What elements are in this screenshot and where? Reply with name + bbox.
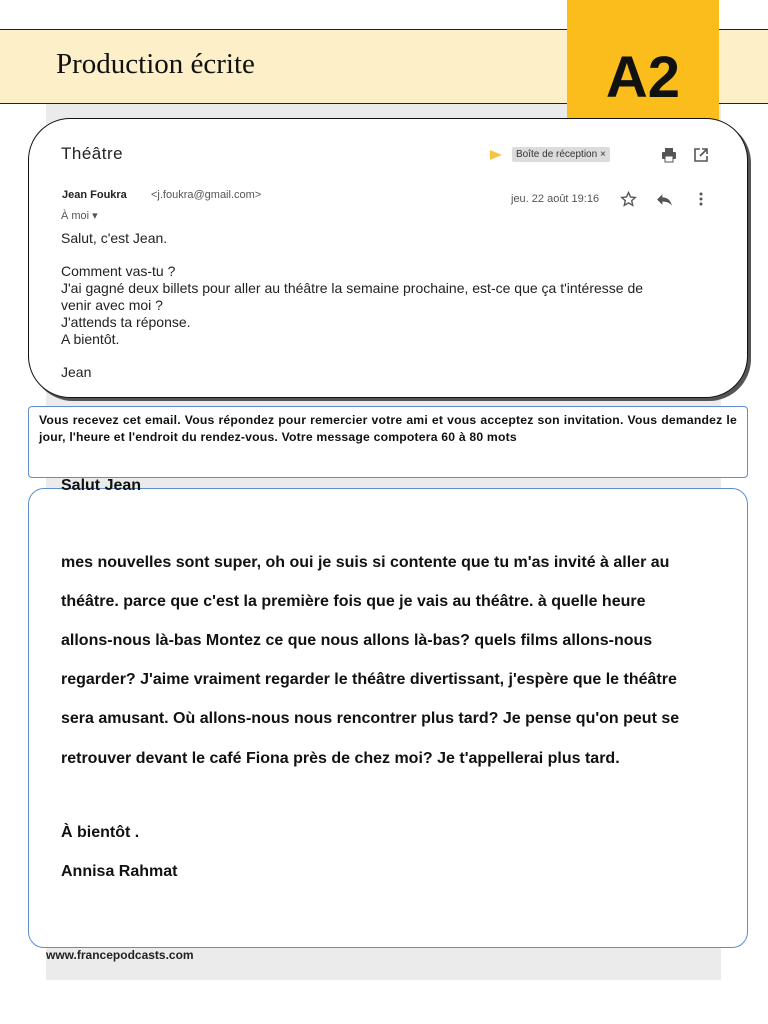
email-subject: Théâtre xyxy=(61,144,124,163)
recipient-dropdown[interactable]: À moi ▾ xyxy=(61,210,98,222)
page-title: Production écrite xyxy=(56,48,255,80)
email-card xyxy=(28,118,748,398)
footer-url: www.francepodcasts.com xyxy=(46,948,194,962)
answer-line: mes nouvelles sont super, oh oui je suis si contente que tu m'as invité à aller au xyxy=(61,554,670,571)
answer-closing: À bientôt . xyxy=(61,824,140,841)
level-label: A2 xyxy=(605,45,681,110)
open-new-window-icon[interactable] xyxy=(693,147,709,166)
answer-signature: Annisa Rahmat xyxy=(61,863,178,880)
reply-icon[interactable] xyxy=(656,192,673,210)
answer-line: sera amusant. Où allons-nous nous rencontrer plus tard? Je pense qu'on peut se xyxy=(61,710,680,727)
email-body-line: Comment vas-tu ? xyxy=(61,263,176,279)
answer-greeting: Salut Jean xyxy=(61,477,142,494)
inbox-label-chip[interactable]: Boîte de réception × xyxy=(512,147,610,162)
print-icon[interactable] xyxy=(661,147,677,166)
email-date: jeu. 22 août 19:16 xyxy=(511,193,600,205)
email-body-line: venir avec moi ? xyxy=(61,297,163,313)
email-greeting: Salut, c'est Jean. xyxy=(61,230,168,246)
sender-name: Jean Foukra xyxy=(62,189,127,201)
answer-line: théâtre. parce que c'est la première fois que je vais au théâtre. à quelle heure xyxy=(61,593,646,610)
email-signature: Jean xyxy=(61,364,92,380)
star-icon[interactable] xyxy=(620,191,637,211)
email-body-line: A bientôt. xyxy=(61,331,120,347)
sender-email: <j.foukra@gmail.com> xyxy=(151,189,262,201)
answer-line: regarder? J'aime vraiment regarder le théâtre divertissant, j'espère que le théâtre xyxy=(61,671,677,688)
email-body-line: J'attends ta réponse. xyxy=(61,314,191,330)
answer-line: allons-nous là-bas Montez ce que nous allons là-bas? quels films allons-nous xyxy=(61,632,653,649)
more-vert-icon[interactable] xyxy=(698,191,704,210)
email-body-line: J'ai gagné deux billets pour aller au théâtre la semaine prochaine, est-ce que ça t'intéresse de xyxy=(61,280,644,296)
level-badge xyxy=(567,0,719,128)
answer-line: retrouver devant le café Fiona près de chez moi? Je t'appellerai plus tard. xyxy=(61,750,620,767)
label-arrow-icon xyxy=(490,150,502,160)
instructions-text: Vous recevez cet email. Vous répondez pour remercier votre ami et vous acceptez son invitation. Vous demandez le jour, l'heure et l'endroit du rendez-vous. Votre message compotera 60 à 80 mots xyxy=(39,413,737,444)
